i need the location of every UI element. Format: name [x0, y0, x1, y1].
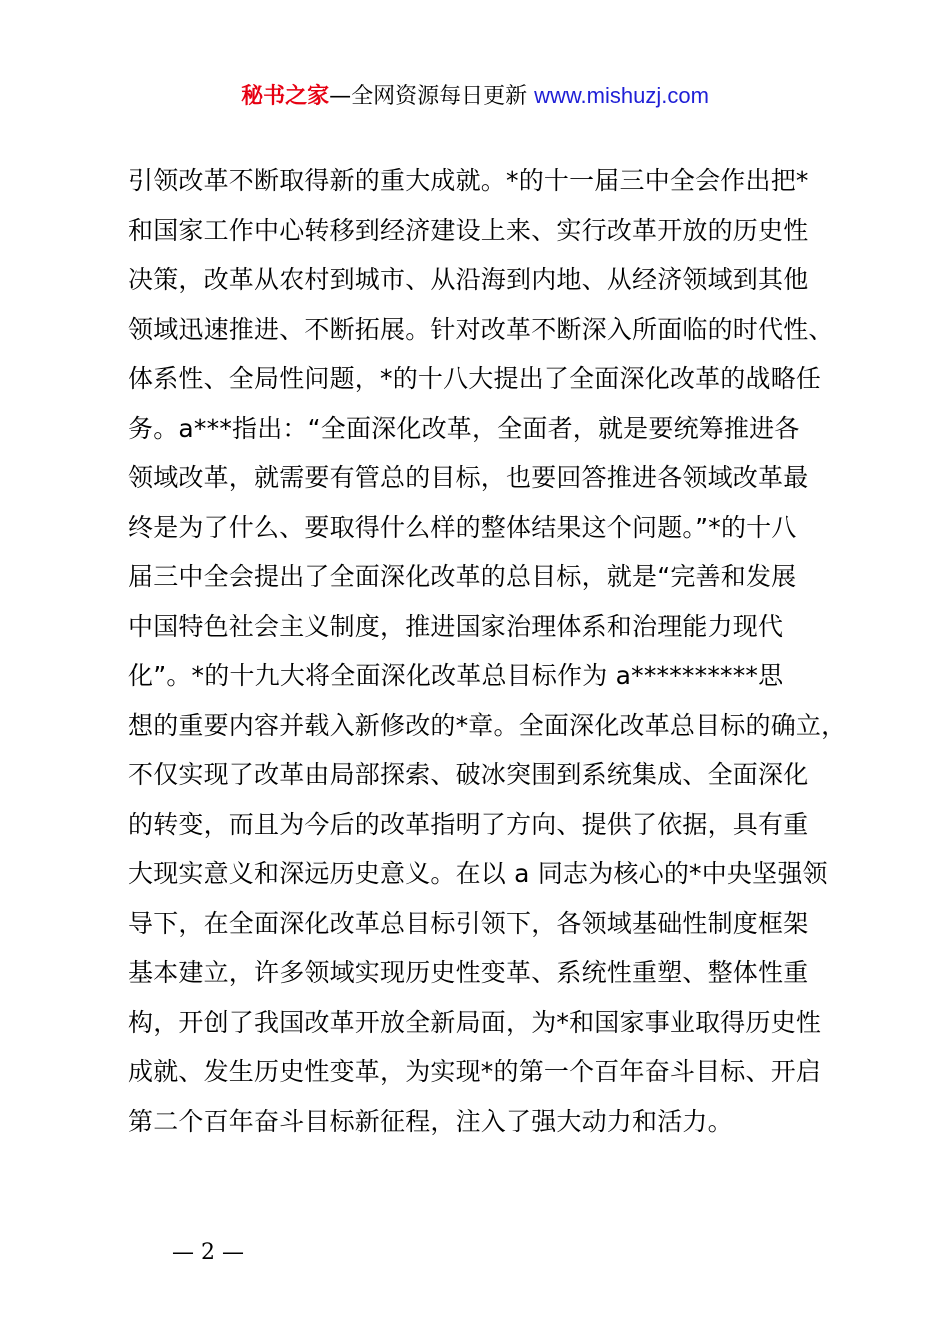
- body-line: 导下，在全面深化改革总目标引领下，各领域基础性制度框架: [128, 908, 809, 938]
- body-paragraph: [128, 156, 848, 1146]
- body-line: 构，开创了我国改革开放全新局面，为*和国家事业取得历史性: [128, 1007, 822, 1037]
- body-line: 领域改革，就需要有管总的目标，也要回答推进各领域改革最: [128, 463, 809, 492]
- header-tagline: —全网资源每日更新: [329, 84, 535, 109]
- page-header: [0, 80, 950, 113]
- site-url-link[interactable]: www.mishuzj.com: [534, 83, 709, 108]
- body-line: 和国家工作中心转移到经济建设上来、实行改革开放的历史性: [128, 215, 809, 245]
- body-line: 体系性、全局性问题，*的十八大提出了全面深化改革的战略任: [128, 364, 822, 393]
- page-number: — 2 —: [172, 1240, 244, 1265]
- body-line: 不仅实现了改革由局部探索、破冰突围到系统集成、全面深化: [128, 760, 809, 789]
- body-line: 中国特色社会主义制度，推进国家治理体系和治理能力现代: [128, 611, 784, 641]
- body-line: 大现实意义和深远历史意义。在以 a 同志为核心的*中央坚强领: [128, 859, 828, 888]
- body-line: 第二个百年奋斗目标新征程，注入了强大动力和活力。: [128, 1106, 733, 1136]
- body-line: 终是为了什么、要取得什么样的整体结果这个问题。”*的十八: [128, 512, 797, 542]
- body-line: 基本建立，许多领域实现历史性变革、系统性重塑、整体性重: [128, 958, 809, 987]
- body-line: 务。a***指出：“全面深化改革，全面者，就是要统筹推进各: [128, 413, 800, 443]
- body-line: 领域迅速推进、不断拓展。针对改革不断深入所面临的时代性、: [128, 314, 834, 344]
- body-line: 化”。*的十九大将全面深化改革总目标作为 a**********思: [128, 661, 784, 690]
- body-line: 想的重要内容并载入新修改的*章。全面深化改革总目标的确立，: [128, 710, 847, 740]
- body-line: 决策，改革从农村到城市、从沿海到内地、从经济领域到其他: [128, 265, 809, 294]
- body-line: 的转变，而且为今后的改革指明了方向、提供了依据，具有重: [128, 809, 809, 839]
- body-line: 届三中全会提出了全面深化改革的总目标，就是“完善和发展: [128, 562, 797, 591]
- brand-name: 秘书之家: [241, 84, 330, 109]
- body-line: 引领改革不断取得新的重大成就。*的十一届三中全会作出把*: [128, 166, 809, 195]
- body-line: 成就、发生历史性变革，为实现*的第一个百年奋斗目标、开启: [128, 1057, 822, 1086]
